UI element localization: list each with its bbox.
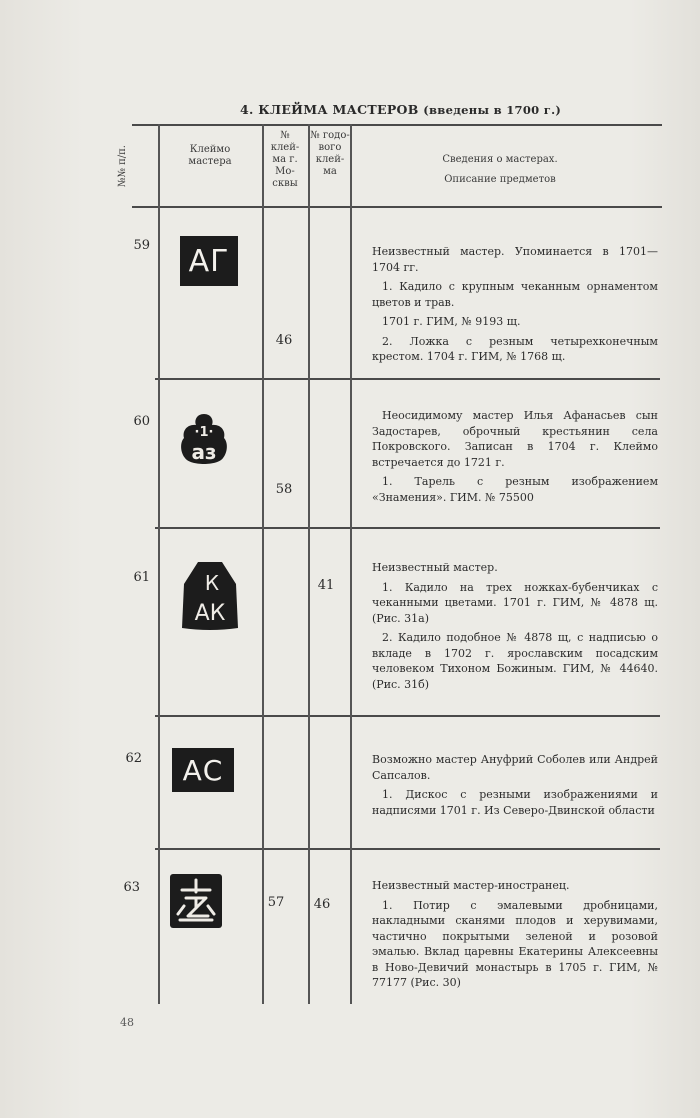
rule-row-61	[155, 715, 660, 717]
row-num-63: 63	[123, 880, 140, 895]
cell-moscow-63: 57	[267, 895, 285, 910]
col-divider-4	[350, 124, 352, 1004]
mark-as-stamp: АС	[172, 748, 234, 792]
svg-text:К: К	[204, 571, 220, 595]
cell-year-61: 41	[317, 578, 335, 593]
cell-moscow-60: 58	[275, 482, 293, 497]
row-num-61: 61	[133, 570, 150, 585]
header-info: Сведения о мастерах. Описание предметов	[442, 154, 558, 185]
desc-61-line-1: Неизвестный мастер.	[372, 561, 498, 574]
svg-text:·1·: ·1·	[194, 425, 214, 440]
cell-year-63: 46	[313, 897, 331, 912]
col-divider-3	[308, 124, 310, 1004]
desc-61-line-2: 1. Кадило на трех ножках-бубенчиках с чеканными цветами. 1701 г. ГИМ, № 4878 щ. (Рис. 31а)	[372, 580, 658, 625]
page-number: 48	[120, 1016, 134, 1029]
desc-60	[372, 408, 658, 509]
desc-62-line-2: 1. Дискос с резными изображениями и надписями 1701 г. Из Северо-Двинской области	[372, 788, 658, 817]
rule-row-62	[155, 848, 660, 850]
title-sub: (введены в 1700 г.)	[423, 103, 562, 117]
cell-moscow-59: 46	[275, 333, 293, 348]
desc-59-line-1: Неизвестный мастер. Упоминается в 1701—1704 гг.	[372, 245, 658, 274]
desc-59-line-4: 2. Ложка с резным четырехконечным крестом. 1704 г. ГИМ, № 1768 щ.	[372, 334, 658, 363]
header-moscow: № клей-ма г. Мо-сквы	[270, 130, 300, 189]
col-divider-1	[158, 124, 160, 1004]
desc-62-line-1: Возможно мастер Ануфрий Соболев или Андрей Сапсалов.	[372, 753, 658, 782]
mark-kak-stamp	[180, 560, 240, 632]
header-mark: Клеймо мастера	[188, 144, 232, 167]
mark-yaz-stamp	[168, 872, 224, 930]
desc-59	[372, 244, 658, 369]
desc-63	[372, 878, 658, 995]
rule-row-59	[155, 378, 660, 380]
desc-60-line-2: 1. Тарель с резным изображением «Знамения». ГИМ. № 75500	[372, 475, 658, 504]
rule-top	[132, 124, 662, 126]
row-num-62: 62	[125, 751, 142, 766]
row-num-59: 59	[133, 238, 150, 253]
title-main: 4. КЛЕЙМА МАСТЕРОВ	[240, 102, 419, 117]
svg-text:аз: аз	[191, 440, 217, 464]
header-num: №№ п/п.	[117, 145, 128, 187]
desc-60-line-1: Неосидимому мастер Илья Афанасьев сын Задостарев, оброчный крестьянин села Покровского. Записан в 1704 г. Клеймо встречается до 1721 г.	[372, 409, 658, 469]
header-year: № годо-вого клей-ма	[310, 130, 350, 177]
desc-62	[372, 752, 658, 822]
rule-header-bottom	[132, 206, 662, 208]
rule-row-60	[155, 527, 660, 529]
col-divider-2	[262, 124, 264, 1004]
desc-63-line-2: 1. Потир с эмалевыми дробницами, накладными сканями плодов и херувимами, частично покрытыми зеленой и розовой эмалью. Вклад царевны Екатерины Алексеевны в Ново-Девичий монастырь в 1705 г. ГИМ, № 77177 (Рис. 30)	[372, 898, 658, 989]
table-title	[240, 102, 570, 117]
row-num-60: 60	[133, 414, 150, 429]
svg-text:АК: АК	[194, 601, 226, 626]
desc-61	[372, 560, 658, 696]
mark-ag-stamp: АГ	[180, 236, 238, 286]
desc-61-line-3: 2. Кадило подобное № 4878 щ, с надписью о вкладе в 1702 г. ярославским посадским человеком Тихоном Божиным. ГИМ, № 44640. (Рис. 31б)	[372, 631, 658, 691]
desc-59-line-2: 1. Кадило с крупным чеканным орнаментом цветов и трав.	[372, 280, 658, 309]
desc-59-line-3: 1701 г. ГИМ, № 9193 щ.	[382, 315, 521, 328]
desc-63-line-1: Неизвестный мастер-иностранец.	[372, 879, 570, 892]
mark-zc-stamp	[178, 412, 230, 468]
